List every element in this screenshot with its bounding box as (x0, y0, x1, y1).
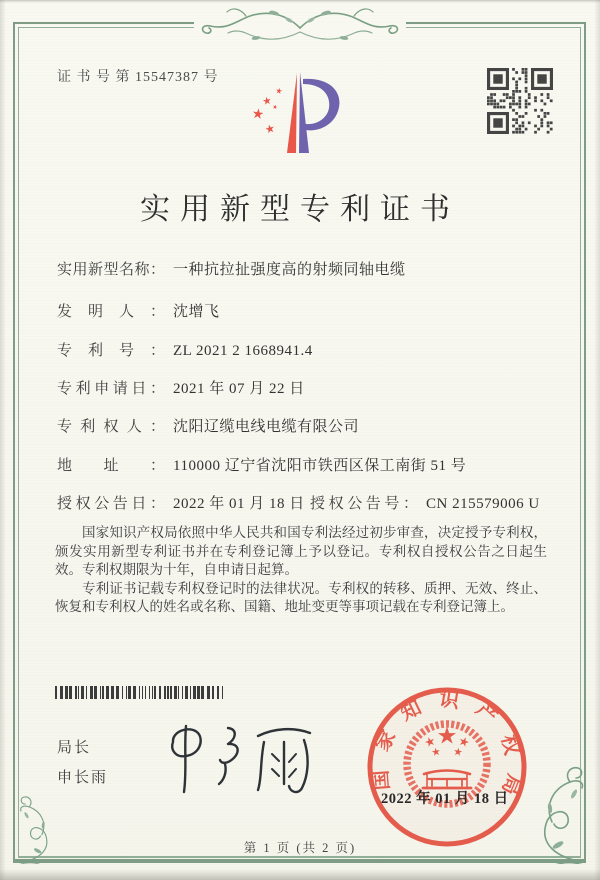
field-label: 专利申请日： (57, 381, 165, 397)
scan-edge-right (594, 0, 600, 880)
field-label: 授权公告号： (310, 496, 418, 512)
field-row-patent-number (57, 339, 549, 360)
field-value: 沈阳辽缆电线电缆有限公司 (173, 419, 360, 435)
field-row-inventor (57, 300, 549, 321)
legal-text-block (55, 524, 547, 617)
cnipa-red-seal (352, 672, 542, 862)
top-flourish-ornament (194, 4, 406, 50)
field-label: 地址： (57, 458, 165, 474)
certificate-number: 证 书 号 第 15547387 号 (57, 70, 219, 85)
field-row-patentee (57, 415, 549, 436)
scan-edge-left (0, 0, 6, 880)
legal-paragraph-1: 国家知识产权局依照中华人民共和国专利法经过初步审查，决定授予专利权，颁发实用新型专利证书并在专利登记簿上予以登记。专利权自授权公告之日起生效。专利权期限为十年，自申请日起算。 (55, 525, 547, 578)
field-label: 专利号： (57, 343, 165, 359)
signer-name: 申长雨 (57, 770, 109, 786)
qr-code (487, 68, 553, 134)
field-label: 授权公告日： (57, 496, 165, 512)
field-value: 110000 辽宁省沈阳市铁西区保工南街 51 号 (173, 458, 467, 474)
field-value: 2022 年 01 月 18 日 (173, 496, 305, 512)
field-value: 沈增飞 (173, 304, 220, 320)
cnipa-logo-icon (250, 66, 346, 166)
scan-edge-top (0, 0, 600, 3)
field-row-address (57, 454, 549, 475)
field-row-grant (57, 492, 549, 513)
page-number-footer: 第 1 页 (共 2 页) (243, 841, 357, 855)
field-value: ZL 2021 2 1668941.4 (173, 343, 313, 359)
field-value: 一种抗拉扯强度高的射频同轴电缆 (173, 262, 406, 278)
field-label: 实用新型名称： (57, 262, 165, 278)
grant-number-group (310, 492, 540, 513)
seal-date: 2022 年 01 月 18 日 (381, 791, 509, 807)
field-value: 2021 年 07 月 22 日 (173, 381, 305, 397)
field-row-filing-date (57, 377, 549, 398)
legal-paragraph-2: 专利证书记载专利权登记时的法律状况。专利权的转移、质押、无效、终止、恢复和专利权人的姓名或名称、国籍、地址变更等事项记载在专利登记簿上。 (55, 580, 547, 615)
barcode (55, 686, 227, 699)
field-row-name (57, 258, 549, 279)
field-label: 发明人： (57, 304, 165, 320)
seal-ring-text: 国家知识产权局 (368, 688, 527, 813)
certificate-title: 实用新型专利证书 (140, 193, 460, 226)
signature-handwriting (158, 712, 328, 807)
field-label: 专利权人： (57, 419, 165, 435)
field-value: CN 215579006 U (426, 496, 540, 512)
signer-title: 局长 (57, 740, 92, 756)
scan-edge-bottom (0, 869, 600, 880)
